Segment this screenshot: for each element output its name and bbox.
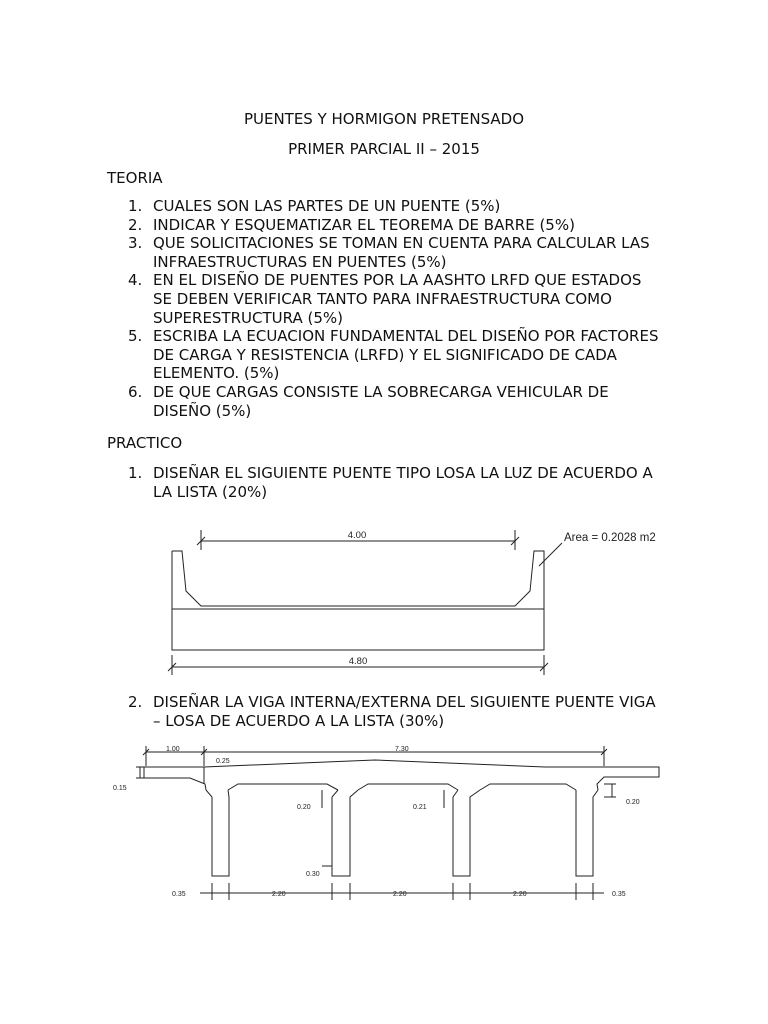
item-text: DISEÑO (5%): [153, 401, 252, 420]
item-text: INDICAR Y ESQUEMATIZAR EL TEOREMA DE BARRE (5%): [153, 215, 575, 234]
item-text: – LOSA DE ACUERDO A LA LISTA (30%): [153, 711, 445, 730]
section-heading-teoria: TEORIA: [107, 169, 163, 187]
item-number: 6.: [128, 382, 143, 401]
item-text: SUPERESTRUCTURA (5%): [153, 308, 343, 327]
dim-spacing-220-c: 2.20: [513, 891, 527, 898]
dim-haunch-021: 0.21: [413, 804, 427, 811]
dim-slab-025: 0.25: [216, 758, 230, 765]
item-text: CUALES SON LAS PARTES DE UN PUENTE (5%): [153, 197, 501, 215]
document-title: PUENTES Y HORMIGON PRETENSADO: [243, 110, 525, 128]
list-item: [128, 383, 688, 420]
dim-edge-035-right: 0.35: [612, 891, 626, 898]
item-text: DE CARGA Y RESISTENCIA (LRFD) Y EL SIGNIFICADO DE CADA: [153, 345, 617, 364]
dim-slab-015: 0.15: [113, 785, 127, 792]
practico-list-2: [128, 693, 688, 730]
item-text: INFRAESTRUCTURAS EN PUENTES (5%): [153, 252, 447, 271]
document-subtitle: PRIMER PARCIAL II – 2015: [288, 140, 480, 158]
item-number: 1.: [128, 464, 143, 482]
dim-edge-035-left: 0.35: [172, 891, 186, 898]
item-text: DISEÑAR EL SIGUIENTE PUENTE TIPO LOSA LA LUZ DE ACUERDO A: [153, 464, 653, 482]
item-text: DE QUE CARGAS CONSISTE LA SOBRECARGA VEHICULAR DE: [153, 382, 609, 401]
item-text: EN EL DISEÑO DE PUENTES POR LA AASHTO LRFD QUE ESTADOS: [153, 271, 642, 290]
dim-spacing-220-a: 2.20: [272, 891, 286, 898]
item-number: 1.: [128, 197, 143, 215]
dim-haunch-020-left: 0.20: [297, 804, 311, 811]
list-item: [128, 234, 688, 271]
slab-bridge-section-diagram: [0, 515, 768, 685]
list-item: [128, 693, 688, 730]
dim-haunch-020-right: 0.20: [626, 799, 640, 806]
list-item: [128, 464, 688, 501]
dim-overhang: 1.00: [166, 746, 180, 753]
dim-spacing-220-b: 2.20: [393, 891, 407, 898]
item-text: ESCRIBA LA ECUACION FUNDAMENTAL DEL DISEÑO POR FACTORES: [153, 327, 659, 346]
item-text: DISEÑAR LA VIGA INTERNA/EXTERNA DEL SIGUIENTE PUENTE VIGA: [153, 693, 656, 711]
section-heading-practico: PRACTICO: [107, 434, 183, 452]
list-item: [128, 197, 688, 216]
list-item: [128, 327, 688, 383]
item-number: 4.: [128, 271, 143, 290]
item-text: QUE SOLICITACIONES SE TOMAN EN CUENTA PARA CALCULAR LAS: [153, 234, 650, 253]
dim-deck-width: 7.30: [395, 746, 409, 753]
list-item: [128, 216, 688, 235]
item-number: 5.: [128, 327, 143, 346]
teoria-list: [128, 197, 688, 420]
practico-list-1: [128, 464, 688, 501]
dim-span-bottom: 4.80: [348, 656, 368, 667]
item-text: LA LISTA (20%): [153, 482, 268, 501]
dim-span-top: 4.00: [347, 530, 367, 541]
area-label: Area = 0.2028 m2: [564, 532, 656, 544]
item-number: 2.: [128, 693, 143, 711]
list-item: [128, 271, 688, 327]
item-text: SE DEBEN VERIFICAR TANTO PARA INFRAESTRUCTURA COMO: [153, 289, 612, 308]
dim-web-030: 0.30: [306, 871, 320, 878]
item-text: ELEMENTO. (5%): [153, 364, 280, 383]
girder-bridge-section-diagram: [0, 740, 768, 900]
item-number: 3.: [128, 234, 143, 253]
item-number: 2.: [128, 215, 143, 234]
